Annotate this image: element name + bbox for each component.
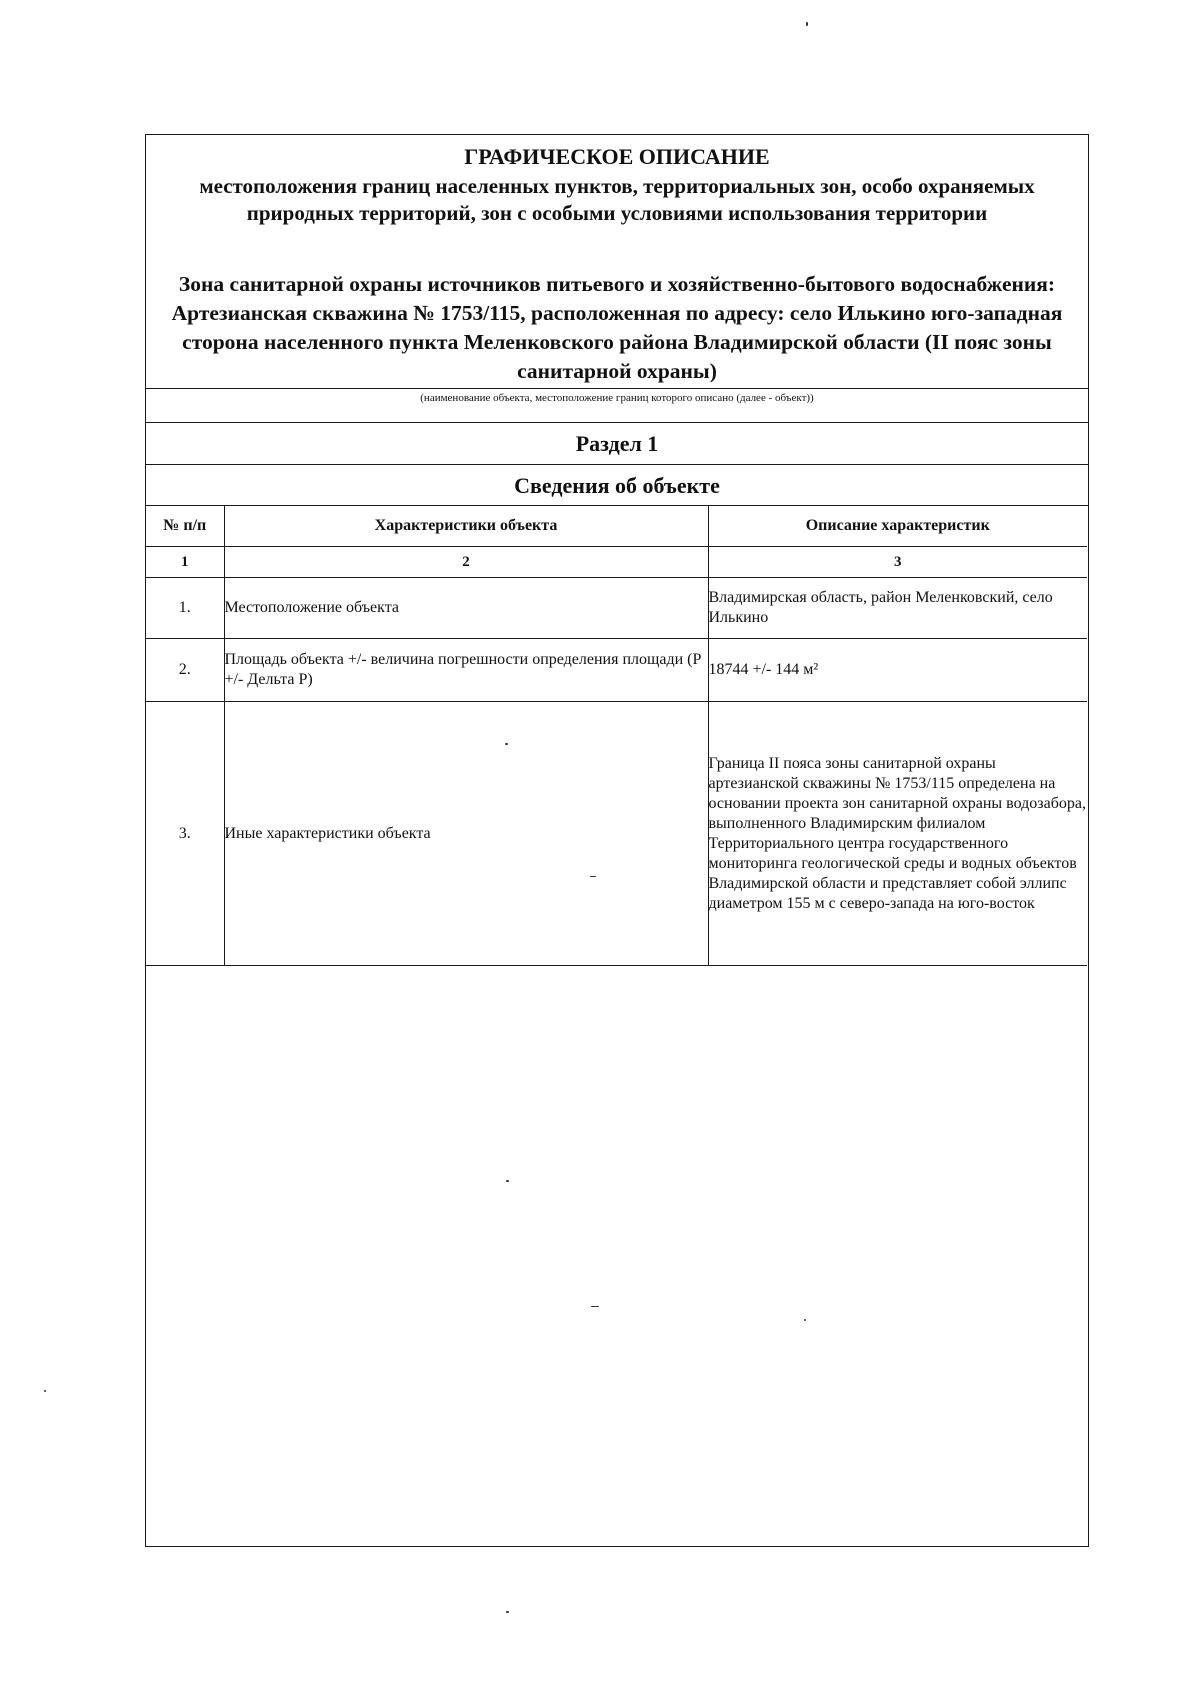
row-characteristic: Иные характеристики объекта [224, 702, 708, 966]
row-description: Граница II пояса зоны санитарной охраны артезианской скважины № 1753/115 определена на основании проекта зон санитарной охраны водозабора, выполненного Владимирским филиалом Территориального центра государственного мониторинга геологической среды и водных объектов Владимирской области и представляет собой эллипс диаметром 155 м с северо-запада на юго-восток [708, 702, 1087, 966]
row-description: 18744 +/- 144 м² [708, 639, 1087, 702]
row-description: Владимирская область, район Меленковский, село Илькино [708, 578, 1087, 639]
table-header-row [146, 506, 1087, 547]
document-title: ГРАФИЧЕСКОЕ ОПИСАНИЕ [464, 144, 770, 169]
row-index: 3. [146, 702, 224, 966]
scan-speck [505, 743, 508, 745]
scan-speck [591, 1306, 599, 1307]
document-subtitle: местоположения границ населенных пунктов, территориальных зон, особо охраняемых природных территорий, зон с особыми условиями использования территории [199, 174, 1035, 225]
column-number: 1 [146, 547, 224, 578]
table-row [146, 639, 1087, 702]
object-name: Зона санитарной охраны источников питьевого и хозяйственно-бытового водоснабжения: Артезианская скважина № 1753/115, расположенная по адресу: село Илькино юго-западная сторона населенного пункта Меленковского района Владимирской области (II пояс зоны санитарной охраны) [171, 272, 1063, 383]
table-row [146, 702, 1087, 966]
document-header [146, 135, 1088, 389]
column-header-characteristic: Характеристики объекта [224, 506, 708, 547]
document-frame [145, 134, 1089, 1547]
scan-speck [804, 1319, 806, 1321]
column-header-number: № п/п [146, 506, 224, 547]
column-number: 3 [708, 547, 1087, 578]
scan-speck [506, 1611, 509, 1613]
column-header-description: Описание характеристик [708, 506, 1087, 547]
scan-speck [590, 876, 596, 877]
row-index: 1. [146, 578, 224, 639]
table-row [146, 578, 1087, 639]
scan-speck [44, 1390, 46, 1392]
scan-speck [806, 22, 808, 26]
scan-speck [506, 1180, 509, 1182]
table-column-numbers-row [146, 547, 1087, 578]
object-caption: (наименование объекта, местоположение границ которого описано (далее - объект)) [146, 389, 1088, 423]
object-properties-table [146, 506, 1087, 966]
section-label: Раздел 1 [146, 423, 1088, 465]
row-characteristic: Площадь объекта +/- величина погрешности определения площади (Р +/- Дельта Р) [224, 639, 708, 702]
column-number: 2 [224, 547, 708, 578]
row-index: 2. [146, 639, 224, 702]
row-characteristic: Местоположение объекта [224, 578, 708, 639]
section-heading: Сведения об объекте [146, 465, 1088, 506]
